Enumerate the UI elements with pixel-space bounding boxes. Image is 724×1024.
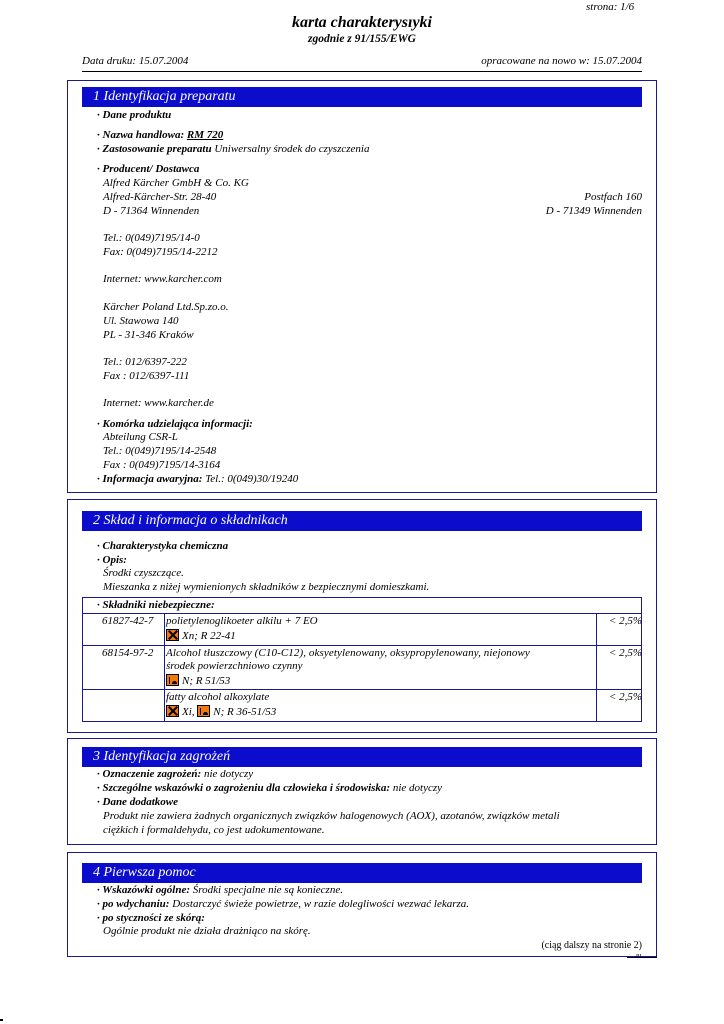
extra-line-2: ciężkich i formaldehydu, co jest udokumentowane. bbox=[103, 824, 325, 836]
revision-date: opracowane na nowo w: 15.07.2004 bbox=[481, 55, 642, 67]
harmful-cross-icon bbox=[166, 629, 179, 641]
producer-label: · Producent/ Dostawca bbox=[97, 163, 200, 175]
pl-city: PL - 31-346 Kraków bbox=[103, 329, 194, 341]
irritant-cross-icon bbox=[166, 705, 179, 717]
company-tel: Tel.: 0(049)7195/14-0 bbox=[103, 232, 200, 244]
continued-note: (ciąg dalszy na stronie 2) bbox=[541, 940, 642, 951]
emergency-value: Tel.: 0(049)30/19240 bbox=[205, 473, 299, 485]
hazard-line bbox=[97, 768, 253, 782]
row-1-classification: Xn; R 22-41 bbox=[166, 629, 236, 644]
row-3-classification: Xi, N; R 36-51/53 bbox=[166, 705, 276, 720]
table-col-rule bbox=[596, 613, 597, 722]
row-1-cas: 61827-42-7 bbox=[102, 615, 154, 627]
table-rule bbox=[82, 645, 642, 646]
section-2-title: 2 Skład i informacja o składnikach bbox=[82, 511, 642, 531]
row-2-name: Alcohol tłuszczowy (C10-C12), oksyetylenowany, oksypropylenowany, niejonowy bbox=[166, 647, 530, 659]
section-3-title: 3 Identyfikacja zagrożeń bbox=[82, 747, 642, 767]
page-number: strona: 1/6 bbox=[586, 1, 635, 13]
row-1-concentration: < 2,5% bbox=[608, 615, 642, 627]
info-dept: Abteilung CSR-L bbox=[103, 431, 178, 443]
pl-internet: Internet: www.karcher.de bbox=[103, 397, 214, 409]
desc-line-2: Mieszanka z niżej wymienionych składników z bezpiecznymi domieszkami. bbox=[103, 581, 430, 593]
extra-line-1: Produkt nie zawiera żadnych organicznych związków halogenowych (AOX), azotanów, związków metali bbox=[103, 810, 560, 822]
pl-fax: Fax : 012/6397-111 bbox=[103, 370, 190, 382]
hazardous-label: · Składniki niebezpieczne: bbox=[97, 599, 215, 611]
general-line bbox=[97, 884, 343, 898]
special-label: · Szczególne wskazówki o zagrożeniu dla człowieka i środowiska: bbox=[97, 782, 391, 794]
header-rule bbox=[82, 71, 642, 72]
general-value: Środki specjalne nie są konieczne. bbox=[192, 884, 343, 896]
extra-label: · Dane dodatkowe bbox=[97, 796, 178, 808]
emergency-line bbox=[97, 473, 298, 487]
inhalation-label: · po wdychaniu: bbox=[97, 898, 170, 910]
desc-line-1: Środki czyszczące. bbox=[103, 567, 184, 579]
language-code: PL bbox=[636, 954, 644, 960]
environment-dead-tree-icon bbox=[197, 705, 210, 717]
skin-label: · po styczności ze skórą: bbox=[97, 912, 205, 924]
row-2-concentration: < 2,5% bbox=[608, 647, 642, 659]
document-title: karta charakterysıyki bbox=[292, 14, 432, 31]
row-2-classification: N; R 51/53 bbox=[166, 674, 230, 689]
company-name: Alfred Kärcher GmbH & Co. KG bbox=[103, 177, 249, 189]
trade-name-label: · Nazwa handlowa: bbox=[97, 129, 185, 141]
info-label: · Komórka udzielająca informacji: bbox=[97, 418, 253, 430]
general-label: · Wskazówki ogólne: bbox=[97, 884, 191, 896]
chem-label: · Charakterystyka chemiczna bbox=[97, 540, 229, 552]
company-postbox: Postfach 160 bbox=[584, 191, 642, 203]
company-post-city: D - 71349 Winnenden bbox=[545, 205, 642, 217]
pl-tel: Tel.: 012/6397-222 bbox=[103, 356, 187, 368]
inhalation-line bbox=[97, 898, 469, 912]
pl-street: Ul. Stawowa 140 bbox=[103, 315, 179, 327]
hazard-value: nie dotyczy bbox=[203, 768, 254, 780]
corner-mark bbox=[0, 1019, 3, 1021]
company-internet: Internet: www.karcher.com bbox=[103, 273, 222, 285]
inhalation-value: Dostarczyć świeże powietrze, w razie dolegliwości wezwać lekarza. bbox=[172, 898, 470, 910]
use-line bbox=[97, 143, 369, 157]
environment-dead-tree-icon bbox=[166, 674, 179, 686]
info-tel: Tel.: 0(049)7195/14-2548 bbox=[103, 445, 217, 457]
company-fax: Fax: 0(049)7195/14-2212 bbox=[103, 246, 218, 258]
company-street: Alfred-Kärcher-Str. 28-40 bbox=[103, 191, 217, 203]
special-line bbox=[97, 782, 442, 796]
product-data-label: · Dane produktu bbox=[97, 109, 172, 121]
trade-name-line bbox=[97, 129, 223, 143]
use-value: Uniwersalny środek do czyszczenia bbox=[214, 143, 370, 155]
skin-value: Ogólnie produkt nie działa drażniąco na skórę. bbox=[103, 925, 311, 937]
document-subtitle: zgodnie z 91/155/EWG bbox=[308, 33, 416, 45]
print-date: Data druku: 15.07.2004 bbox=[82, 55, 189, 67]
special-value: nie dotyczy bbox=[392, 782, 443, 794]
desc-label: · Opis: bbox=[97, 554, 127, 566]
hazard-label: · Oznaczenie zagrożeń: bbox=[97, 768, 202, 780]
table-rule bbox=[82, 613, 642, 614]
pl-company-name: Kärcher Poland Ltd.Sp.zo.o. bbox=[103, 301, 229, 313]
row-3-name: fatty alcohol alkoxylate bbox=[166, 691, 270, 703]
emergency-label: · Informacja awaryjna: bbox=[97, 473, 203, 485]
section-4-title: 4 Pierwsza pomoc bbox=[82, 863, 642, 883]
info-fax: Fax : 0(049)7195/14-3164 bbox=[103, 459, 221, 471]
company-city: D - 71364 Winnenden bbox=[103, 205, 200, 217]
table-rule bbox=[82, 689, 642, 690]
row-3-concentration: < 2,5% bbox=[608, 691, 642, 703]
row-2-cas: 68154-97-2 bbox=[102, 647, 154, 659]
section-1-title: 1 Identyfikacja preparatu bbox=[82, 87, 642, 107]
row-2-name-cont: środek powierzchniowo czynny bbox=[166, 660, 303, 672]
row-1-name: polietylenoglikoeter alkilu + 7 EO bbox=[166, 615, 318, 627]
table-col-rule bbox=[164, 613, 165, 722]
use-label: · Zastosowanie preparatu bbox=[97, 143, 212, 155]
trade-name: RM 720 bbox=[186, 129, 224, 141]
